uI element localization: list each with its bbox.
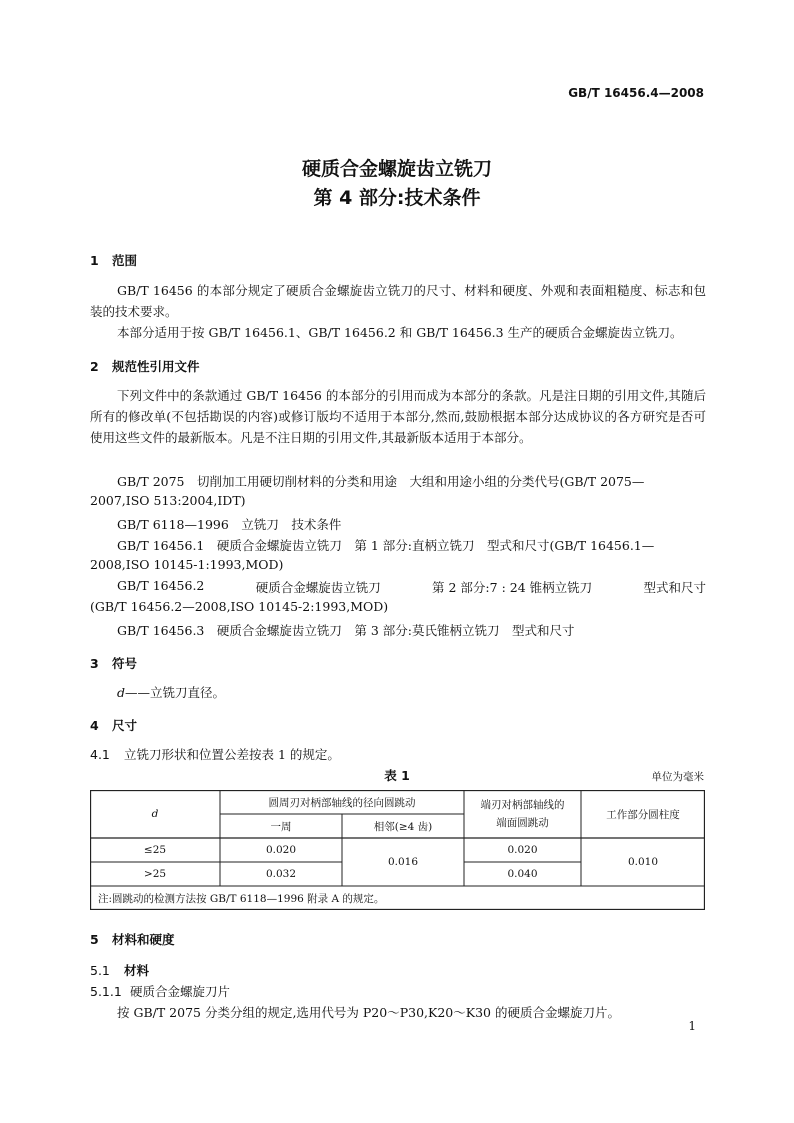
subsection-text: 立铣刀形状和位置公差按表 1 的规定。 [124,747,340,762]
ref-part: 第 2 部分:7 : 24 锥柄立铣刀 [432,580,593,595]
reference-gbt16456-2-line2: (GB/T 16456.2—2008,ISO 10145-2:1993,MOD) [90,599,389,614]
section-1-heading [90,251,137,269]
row-1-face: 0.020 [507,844,538,856]
section-1-paragraph-2: 本部分适用于按 GB/T 16456.1、GB/T 16456.2 和 GB/T 16456.3 生产的硬质合金螺旋齿立铣刀。 [117,325,683,340]
ref-part: GB/T 16456.2 [117,578,205,593]
reference-gbt2075-line2: 2007,ISO 513:2004,IDT) [90,493,246,508]
section-number: 3 [90,656,99,671]
symbol-definition [117,683,225,701]
subsection-4-1 [90,745,340,763]
row-2-face: 0.040 [507,868,538,880]
header-one-turn: 一周 [270,820,292,833]
reference-gbt16456-1-line1: GB/T 16456.1 硬质合金螺旋齿立铣刀 第 1 部分:直柄立铣刀 型式和尺寸(GB/T 16456.1— [117,538,655,553]
document-subtitle: 第 4 部分:技术条件 [313,187,481,209]
header-face-runout [464,790,581,838]
section-number: 2 [90,359,99,374]
symbol: d [117,685,126,700]
row-2-one-turn: 0.032 [265,868,297,880]
reference-gbt6118: GB/T 6118—1996 立铣刀 技术条件 [117,517,342,532]
section-title: 范围 [112,253,138,268]
row-1-d: ≤25 [143,844,167,856]
table-title: 表 1 [384,768,410,783]
section-number: 1 [90,253,99,268]
header-face-line: 端面圆跳动 [496,817,549,829]
section-5-heading [90,930,175,948]
subsection-5-1-1 [90,982,230,1000]
section-title: 规范性引用文件 [112,359,200,374]
page-number: 1 [688,1019,696,1033]
section-2-heading [90,357,200,375]
section-number: 5 [90,932,99,947]
header-adjacent: 相邻(≥4 齿) [373,820,433,833]
ref-part: 硬质合金螺旋齿立铣刀 [255,580,381,595]
cylindricity-value: 0.010 [627,856,659,868]
reference-gbt16456-3: GB/T 16456.3 硬质合金螺旋齿立铣刀 第 3 部分:莫氏锥柄立铣刀 型式和尺寸 [117,623,575,638]
section-2-paragraph: 下列文件中的条款通过 GB/T 16456 的本部分的引用而成为本部分的条款。凡是注日期的引用文件,其随后所有的修改单(不包括勘误的内容)或修订版均不适用于本部分,然而,鼓励根据本部分达成协议的各方研究是否可使用这些文件的最新版本。凡是不注日期的引用文件,其最新版本适用于本部分。 [90,388,706,445]
reference-gbt2075-line1: GB/T 2075 切削加工用硬切削材料的分类和用途 大组和用途小组的分类代号(GB/T 2075— [117,474,645,489]
subsection-5-1 [90,961,149,979]
symbol-meaning: ——立铣刀直径。 [125,685,226,700]
header-face-line: 端刃对柄部轴线的 [480,799,565,811]
section-title: 尺寸 [112,718,138,733]
section-title: 符号 [112,656,138,671]
header-cylindricity: 工作部分圆柱度 [606,808,680,821]
row-2-d: >25 [143,868,167,880]
header-d: d [151,808,159,820]
section-5-text: 按 GB/T 2075 分类分组的规定,选用代号为 P20～P30,K20～K30 的硬质合金螺旋刀片。 [117,1005,620,1020]
subsection-title: 硬质合金螺旋刀片 [130,984,231,999]
tolerance-table [90,790,705,910]
reference-gbt16456-1-line2: 2008,ISO 10145-1:1993,MOD) [90,557,284,572]
section-1-paragraph-1: GB/T 16456 的本部分规定了硬质合金螺旋齿立铣刀的尺寸、材料和硬度、外观和表面粗糙度、标志和包装的技术要求。 [90,283,706,319]
table-note: 注:圆跳动的检测方法按 GB/T 6118—1996 附录 A 的规定。 [98,893,385,905]
table-unit: 单位为毫米 [651,771,704,783]
section-title: 材料和硬度 [112,932,175,947]
document-title: 硬质合金螺旋齿立铣刀 [301,158,492,180]
section-number: 4 [90,718,99,733]
subsection-number: 5.1.1 [90,984,122,999]
header-radial-runout: 圆周刃对柄部轴线的径向圆跳动 [268,796,416,809]
section-4-heading [90,716,137,734]
section-3-heading [90,654,137,672]
reference-gbt16456-2-line1 [117,578,706,596]
subsection-number: 5.1 [90,963,110,978]
row-1-one-turn: 0.020 [265,844,297,856]
adjacent-value: 0.016 [387,856,419,868]
standard-code: GB/T 16456.4—2008 [568,86,704,100]
ref-part: 型式和尺寸 [643,580,706,595]
subsection-number: 4.1 [90,747,110,762]
subsection-title: 材料 [124,963,150,978]
